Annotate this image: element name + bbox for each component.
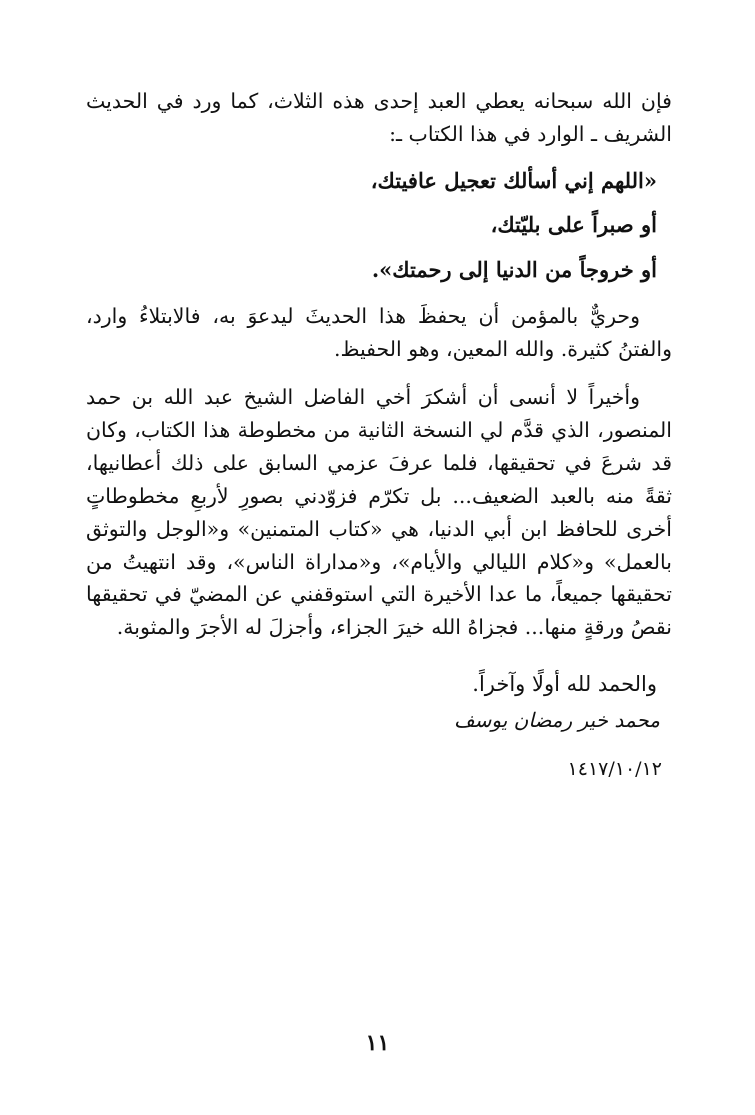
page-number: ١١ <box>365 1030 390 1056</box>
author-signature: محمد خير رمضان يوسف <box>453 708 660 732</box>
intro-paragraph: فإن الله سبحانه يعطي العبد إحدى هذه الثلاث، كما ورد في الحديث الشريف ـ الوارد في هذا الكتاب ـ: <box>86 89 672 146</box>
hadith-quote-line-1: «اللهم إني أسألك تعجيل عافيتك، <box>370 168 657 193</box>
hadith-quote-line-3: أو خروجاً من الدنيا إلى رحمتك». <box>371 257 657 282</box>
hadith-quote-line-2: أو صبراً على بليّتك، <box>490 212 657 237</box>
advice-paragraph: وحريٌّ بالمؤمن أن يحفظَ هذا الحديثَ ليدعوَ به، فالابتلاءُ وارد، والفتنُ كثيرة. والله المعين، وهو الحفيظ. <box>86 304 672 361</box>
acknowledgment-paragraph: وأخيراً لا أنسى أن أشكرَ أخي الفاضل الشيخ عبد الله بن حمد المنصور، الذي قدَّم لي النسخة الثانية من مخطوطة هذا الكتاب، وكان قد شرعَ في تحقيقها، فلما عرفَ عزمي السابق على ذلك أعطانيها، ثقةً منه بالعبد الضعيف... بل تكرّم فزوّدني بصورِ لأربعِ مخطوطاتٍ أخرى للحافظ ابن أبي الدنيا، هي «كتاب المتمنين» و«الوجل والتوثق بالعمل» و«كلام الليالي والأيام»، و«مداراة الناس»، وقد انتهيتُ من تحقيقها جميعاً، ما عدا الأخيرة التي استوقفني عن المضيّ في تحقيقها نقصُ ورقةٍ منها... فجزاهُ الله خيرَ الجزاء، وأجزلَ له الأجرَ والمثوبة. <box>86 385 672 640</box>
signature-date: ١٤١٧/١٠/١٢ <box>567 758 662 780</box>
closing-praise: والحمد لله أولًا وآخراً. <box>472 672 657 696</box>
